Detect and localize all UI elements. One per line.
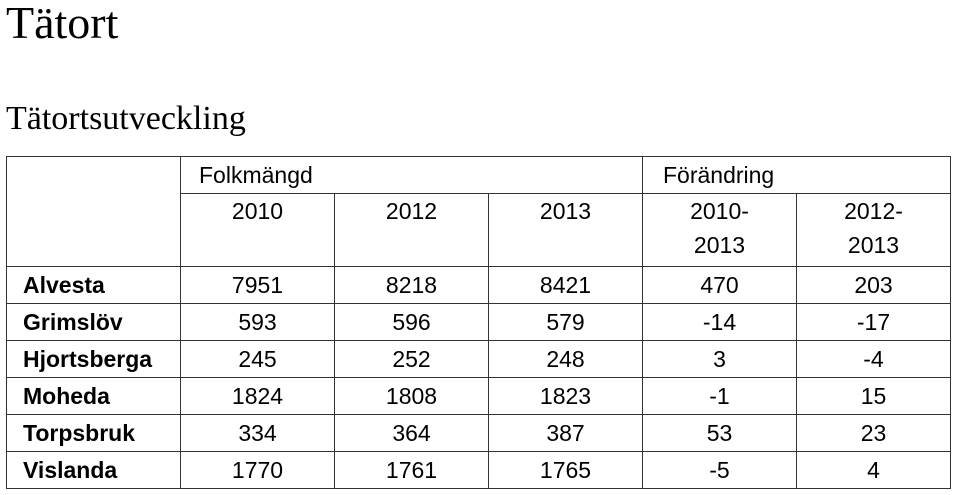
change-value: -14 — [643, 304, 797, 341]
table-row — [7, 341, 951, 378]
locality-name: Alvesta — [7, 267, 181, 304]
change-value: -1 — [643, 378, 797, 415]
change-value: 53 — [643, 415, 797, 452]
population-value: 579 — [489, 304, 643, 341]
population-value: 8218 — [335, 267, 489, 304]
change-period-header — [643, 194, 797, 267]
change-period-end: 2013 — [693, 232, 746, 258]
change-value: 4 — [797, 452, 951, 489]
locality-name: Vislanda — [7, 452, 181, 489]
table-header-row — [7, 157, 951, 194]
population-value: 387 — [489, 415, 643, 452]
page-title: Tätort — [6, 0, 119, 48]
change-value: 15 — [797, 378, 951, 415]
header-spacer-cell — [797, 157, 951, 194]
section-heading: Tätortsutveckling — [6, 100, 246, 137]
change-period-start: 2010- — [690, 198, 749, 224]
population-value: 1808 — [335, 378, 489, 415]
table-body — [7, 267, 951, 489]
population-value: 1824 — [181, 378, 335, 415]
folkmangd-header: Folkmängd — [181, 157, 335, 194]
population-value: 7951 — [181, 267, 335, 304]
locality-name: Hjortsberga — [7, 341, 181, 378]
change-value: 23 — [797, 415, 951, 452]
population-value: 334 — [181, 415, 335, 452]
table-row — [7, 452, 951, 489]
change-value: -17 — [797, 304, 951, 341]
population-value: 1761 — [335, 452, 489, 489]
population-value: 596 — [335, 304, 489, 341]
header-corner-cell — [7, 194, 181, 267]
locality-name: Torpsbruk — [7, 415, 181, 452]
population-table — [6, 156, 951, 489]
population-value: 1765 — [489, 452, 643, 489]
population-value: 8421 — [489, 267, 643, 304]
change-value: -5 — [643, 452, 797, 489]
population-value: 1770 — [181, 452, 335, 489]
population-value: 593 — [181, 304, 335, 341]
table-row — [7, 267, 951, 304]
table-row — [7, 378, 951, 415]
header-spacer-cell — [489, 157, 643, 194]
table-subheader-row — [7, 194, 951, 267]
year-header: 2013 — [489, 194, 643, 267]
change-value: 470 — [643, 267, 797, 304]
table-row — [7, 415, 951, 452]
change-value: 3 — [643, 341, 797, 378]
locality-name: Grimslöv — [7, 304, 181, 341]
population-value: 364 — [335, 415, 489, 452]
change-period-start: 2012- — [844, 198, 903, 224]
population-value: 252 — [335, 341, 489, 378]
population-value: 248 — [489, 341, 643, 378]
population-value: 245 — [181, 341, 335, 378]
forandring-header: Förändring — [643, 157, 797, 194]
change-value: 203 — [797, 267, 951, 304]
header-corner-cell — [7, 157, 181, 194]
change-period-header — [797, 194, 951, 267]
population-value: 1823 — [489, 378, 643, 415]
header-spacer-cell — [335, 157, 489, 194]
year-header: 2010 — [181, 194, 335, 267]
change-period-end: 2013 — [847, 232, 900, 258]
table-row — [7, 304, 951, 341]
change-value: -4 — [797, 341, 951, 378]
year-header: 2012 — [335, 194, 489, 267]
locality-name: Moheda — [7, 378, 181, 415]
